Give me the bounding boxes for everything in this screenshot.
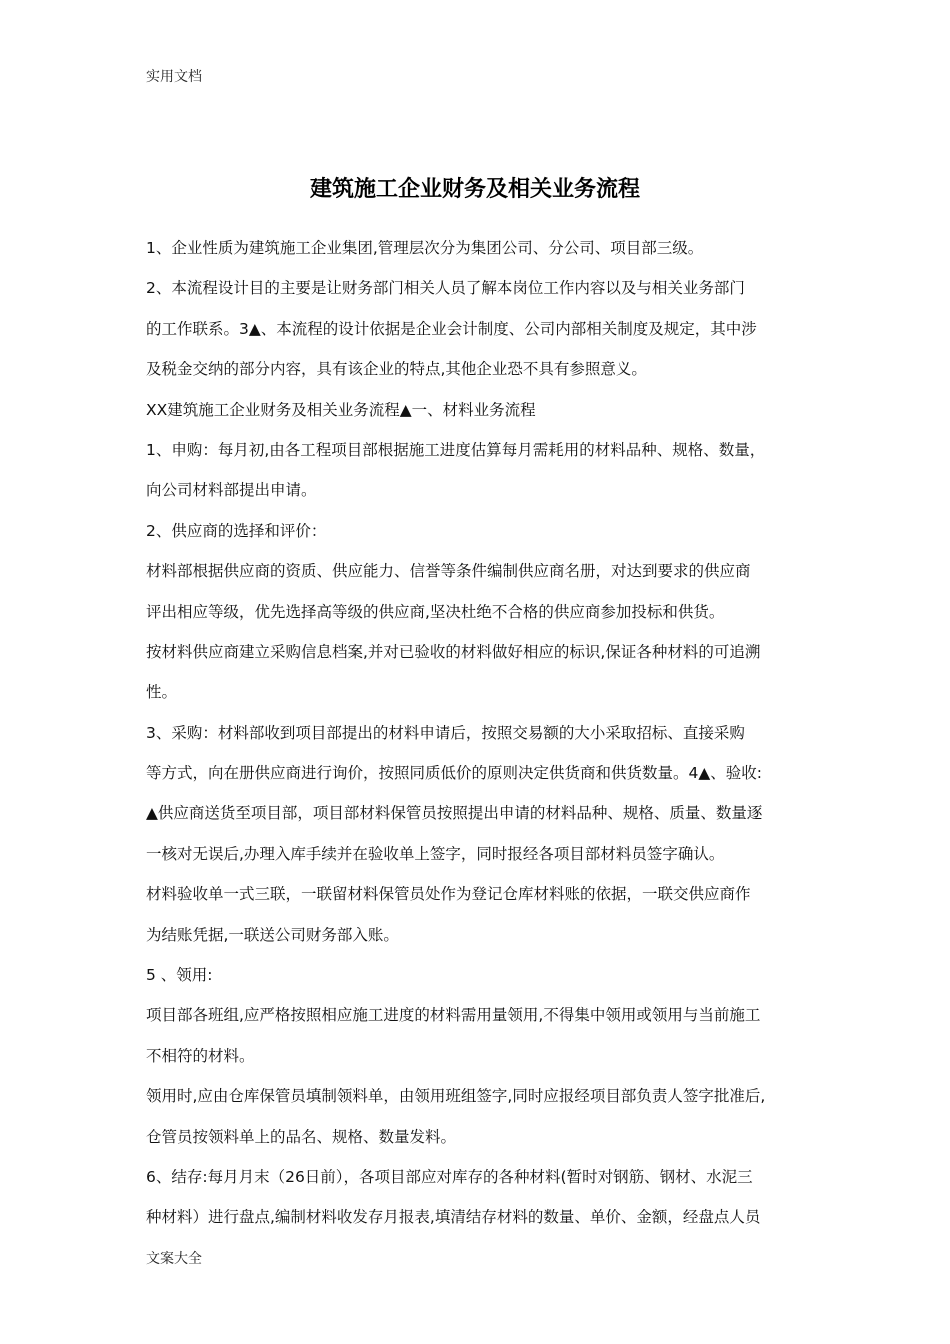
text-line: 等方式，向在册供应商进行询价，按照同质低价的原则决定供货商和供货数量。4▲、验收: <box>146 764 763 783</box>
text-line: XX建筑施工企业财务及相关业务流程▲一、材料业务流程 <box>146 400 536 419</box>
text-line: 2、本流程设计目的主要是让财务部门相关人员了解本岗位工作内容以及与相关业务部门 <box>146 279 745 298</box>
text-line: 按材料供应商建立采购信息档案,并对已验收的材料做好相应的标识,保证各种材料的可追溯 <box>146 642 761 661</box>
text-line: 仓管员按领料单上的品名、规格、数量发料。 <box>146 1127 457 1146</box>
text-line: 领用时,应由仓库保管员填制领料单，由领用班组签字,同时应报经项目部负责人签字批准后, <box>146 1087 766 1106</box>
page-footer: 文案大全 <box>146 1251 202 1267</box>
text-line: 5 、领用: <box>146 966 213 985</box>
text-line: 材料部根据供应商的资质、供应能力、信誉等条件编制供应商名册，对达到要求的供应商 <box>146 562 751 581</box>
document-title: 建筑施工企业财务及相关业务流程 <box>309 177 640 202</box>
text-line: 项目部各班组,应严格按照相应施工进度的材料需用量领用,不得集中领用或领用与当前施工 <box>146 1006 761 1025</box>
text-line: 6、结存:每月月末（26日前），各项目部应对库存的各种材料(暂时对钢筋、钢材、水泥三 <box>146 1167 753 1186</box>
text-line: 及税金交纳的部分内容，具有该企业的特点,其他企业恐不具有参照意义。 <box>146 360 647 379</box>
text-line: 1、企业性质为建筑施工企业集团,管理层次分为集团公司、分公司、项目部三级。 <box>146 239 704 257</box>
text-line: 的工作联系。3▲、本流程的设计依据是企业会计制度、公司内部相关制度及规定，其中涉 <box>146 319 757 338</box>
text-line: 2、供应商的选择和评价： <box>146 521 327 540</box>
text-line: 一核对无误后,办理入库手续并在验收单上签字，同时报经各项目部材料员签字确认。 <box>146 844 725 863</box>
text-line: 向公司材料部提出申请。 <box>146 481 317 500</box>
text-line: 1、申购：每月初,由各工程项目部根据施工进度估算每月需耗用的材料品种、规格、数量， <box>146 440 766 459</box>
text-line: 材料验收单一式三联，一联留材料保管员处作为登记仓库材料账的依据，一联交供应商作 <box>146 885 751 904</box>
text-line: 为结账凭据,一联送公司财务部入账。 <box>146 925 399 944</box>
text-line: ▲供应商送货至项目部，项目部材料保管员按照提出申请的材料品种、规格、质量、数量逐 <box>146 804 763 823</box>
text-line: 不相符的材料。 <box>146 1046 255 1065</box>
text-line: 评出相应等级，优先选择高等级的供应商,坚决杜绝不合格的供应商参加投标和供货。 <box>146 602 725 621</box>
text-line: 3、采购：材料部收到项目部提出的材料申请后，按照交易额的大小采取招标、直接采购 <box>146 723 745 742</box>
document-body <box>146 234 826 1244</box>
text-line: 性。 <box>146 683 178 702</box>
page-header: 实用文档 <box>146 69 202 85</box>
text-line: 种材料）进行盘点,编制材料收发存月报表,填清结存材料的数量、单价、金额，经盘点人员 <box>146 1208 761 1227</box>
